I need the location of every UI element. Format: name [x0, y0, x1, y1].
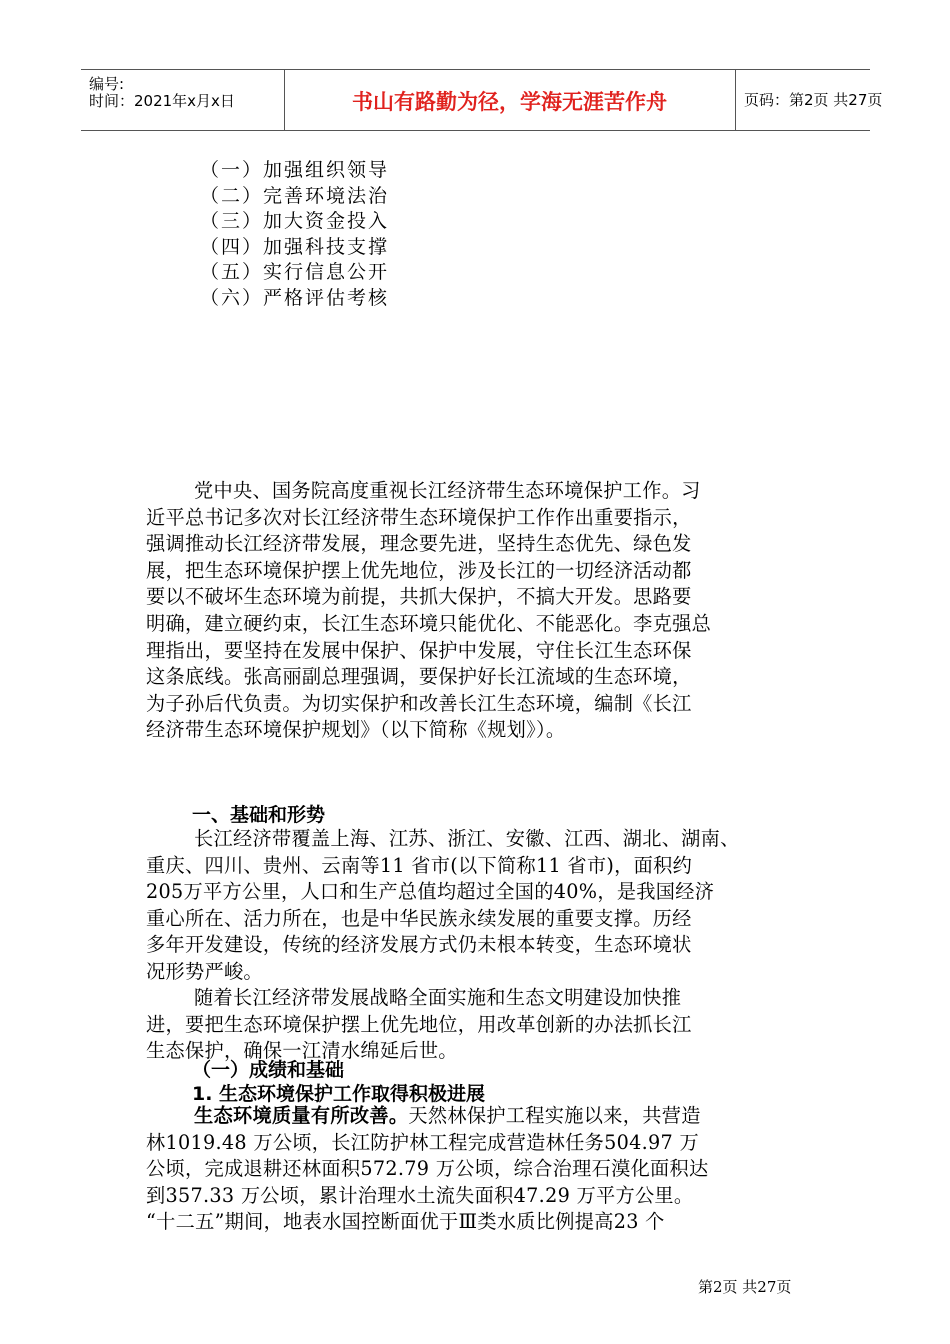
- text-line: 要以不破坏生态环境为前提，共抓大保护，不搞大开发。思路要: [146, 585, 692, 609]
- text-line: 林1019.48 万公顷，长江防护林工程完成营造林任务504.97 万: [146, 1130, 699, 1154]
- text-line: 进，要把生态环境保护摆上优先地位，用改革创新的办法抓长江: [146, 1012, 692, 1036]
- section1-paragraph-3: [146, 1103, 810, 1236]
- toc-item: （三）加大资金投入: [200, 210, 390, 232]
- text-line: 理指出，要坚持在发展中保护、保护中发展，守住长江生态环保: [146, 638, 692, 662]
- text-line: 到357.33 万公顷，累计治理水土流失面积47.29 万平方公里。: [146, 1183, 694, 1207]
- toc-item: （二）完善环境法治: [200, 184, 390, 207]
- text-line: 强调推动长江经济带发展，理念要先进，坚持生态优先、绿色发: [146, 532, 692, 556]
- toc-item: （六）严格评估考核: [200, 286, 390, 309]
- text-line: 生态保护，确保一江清水绵延后世。: [146, 1039, 458, 1063]
- text-line: 这条底线。张高丽副总理强调，要保护好长江流域的生态环境，: [146, 665, 692, 689]
- text-line: 为子孙后代负责。为切实保护和改善长江生态环境，编制《长江: [146, 691, 692, 715]
- text-line: 况形势严峻。: [146, 959, 263, 983]
- toc-item: （四）加强科技支撑: [200, 235, 390, 258]
- header-page-number: 页码：第2页 共27页: [744, 91, 883, 109]
- text-line: [146, 1103, 810, 1130]
- text-line: 长江经济带覆盖上海、江苏、浙江、安徽、江西、湖北、湖南、: [194, 827, 740, 850]
- text-line: “十二五”期间，地表水国控断面优于Ⅲ类水质比例提高23 个: [146, 1210, 665, 1234]
- section1-paragraph-2: [146, 985, 810, 1065]
- text-line: 重庆、四川、贵州、云南等11 省市(以下简称11 省市)，面积约: [146, 853, 693, 877]
- text-line: 经济带生态环境保护规划》（以下简称《规划》）。: [146, 718, 566, 742]
- section1-paragraph-1: [146, 826, 810, 986]
- header-meta: [81, 70, 285, 130]
- text-line: 党中央、国务院高度重视长江经济带生态环境保护工作。习: [194, 479, 701, 502]
- text-line: 205万平方公里，人口和生产总值均超过全国的40%，是我国经济: [146, 880, 715, 904]
- document-date: 时间：2021年x月x日: [89, 92, 235, 110]
- toc-item: （五）实行信息公开: [200, 261, 390, 283]
- document-number-label: 编号:: [89, 75, 125, 93]
- text-line: 展，把生态环境保护摆上优先地位，涉及长江的一切经济活动都: [146, 558, 692, 582]
- text-fragment: 天然林保护工程实施以来，共营造: [408, 1104, 701, 1127]
- page-header: [81, 69, 883, 131]
- header-motto: 书山有路勤为径，学海无涯苦作舟: [352, 90, 667, 114]
- subsection-heading: （一）成绩和基础: [192, 1059, 345, 1081]
- header-motto-cell: [284, 70, 736, 130]
- text-line: 近平总书记多次对长江经济带生态环境保护工作作出重要指示，: [146, 505, 692, 529]
- text-line: 公顷，完成退耕还林面积572.79 万公顷，综合治理石漠化面积达: [146, 1157, 709, 1181]
- bold-lead: 生态环境质量有所改善。: [194, 1104, 409, 1127]
- toc-item: （一）加强组织领导: [200, 159, 390, 181]
- toc-list: [200, 158, 389, 311]
- intro-paragraph: [146, 478, 810, 744]
- subsubsection-heading: 1. 生态环境保护工作取得积极进展: [192, 1083, 486, 1105]
- header-page-cell: [735, 70, 883, 130]
- section-heading: 一、基础和形势: [192, 804, 326, 826]
- text-line: 多年开发建设，传统的经济发展方式仍未根本转变，生态环境状: [146, 933, 692, 957]
- text-line: 重心所在、活力所在，也是中华民族永续发展的重要支撑。历经: [146, 906, 692, 930]
- page-footer: 第2页 共27页: [698, 1278, 792, 1296]
- text-line: 随着长江经济带发展战略全面实施和生态文明建设加快推: [194, 986, 682, 1009]
- text-line: 明确，建立硬约束，长江生态环境只能优化、不能恶化。李克强总: [146, 611, 712, 635]
